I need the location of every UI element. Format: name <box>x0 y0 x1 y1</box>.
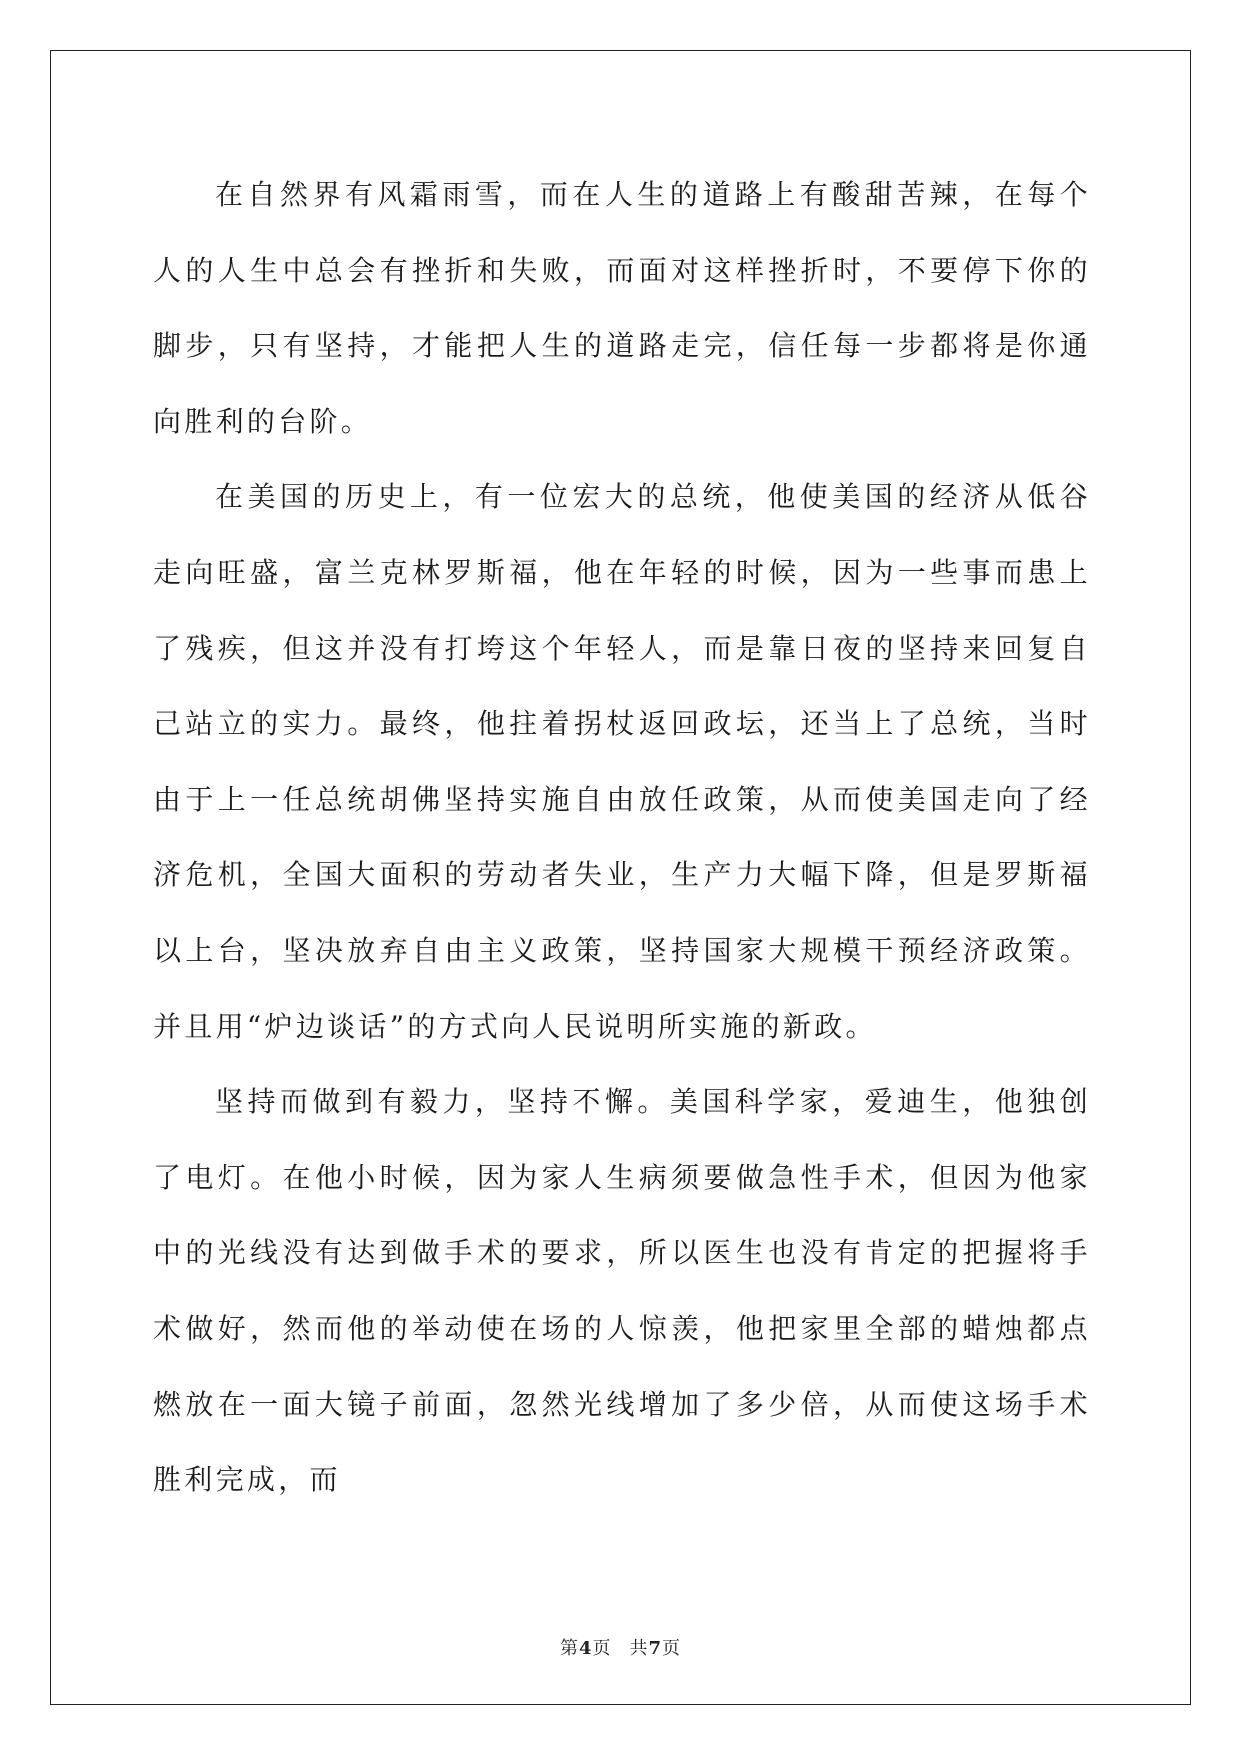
paragraph-1: 在自然界有风霜雨雪，而在人生的道路上有酸甜苦辣，在每个人的人生中总会有挫折和失败，而面对这样挫折时，不要停下你的脚步，只有坚持，才能把人生的道路走完，信任每一步都将是你通向胜利的台阶。 <box>153 178 1091 438</box>
document-body <box>153 157 1091 1518</box>
total-page-number: 7 <box>648 1638 663 1659</box>
total-prefix: 共 <box>629 1638 649 1659</box>
paragraph-3: 坚持而做到有毅力，坚持不懈。美国科学家，爱迪生，他独创了电灯。在他小时候，因为家人生病须要做急性手术，但因为他家中的光线没有达到做手术的要求，所以医生也没有肯定的把握将手术做好，然而他的举动使在场的人惊羡，他把家里全部的蜡烛都点燃放在一面大镜子前面，忽然光线增加了多少倍，从而使这场手术胜利完成，而 <box>153 1085 1091 1497</box>
total-suffix: 页 <box>662 1638 682 1659</box>
paragraph-2: 在美国的历史上，有一位宏大的总统，他使美国的经济从低谷走向旺盛，富兰克林罗斯福，他在年轻的时候，因为一些事而患上了残疾，但这并没有打垮这个年轻人，而是靠日夜的坚持来回复自己站立的实力。最终，他拄着拐杖返回政坛，还当上了总统，当时由于上一任总统胡佛坚持实施自由放任政策，从而使美国走向了经济危机，全国大面积的劳动者失业，生产力大幅下降，但是罗斯福以上台，坚决放弃自由主义政策，坚持国家大规模干预经济政策。并且用“炉边谈话”的方式向人民说明所实施的新政。 <box>153 480 1091 1043</box>
current-page-number: 4 <box>578 1638 593 1659</box>
page-prefix: 第 <box>559 1638 579 1659</box>
page-footer <box>0 1634 1241 1660</box>
page-suffix: 页 <box>592 1638 612 1659</box>
